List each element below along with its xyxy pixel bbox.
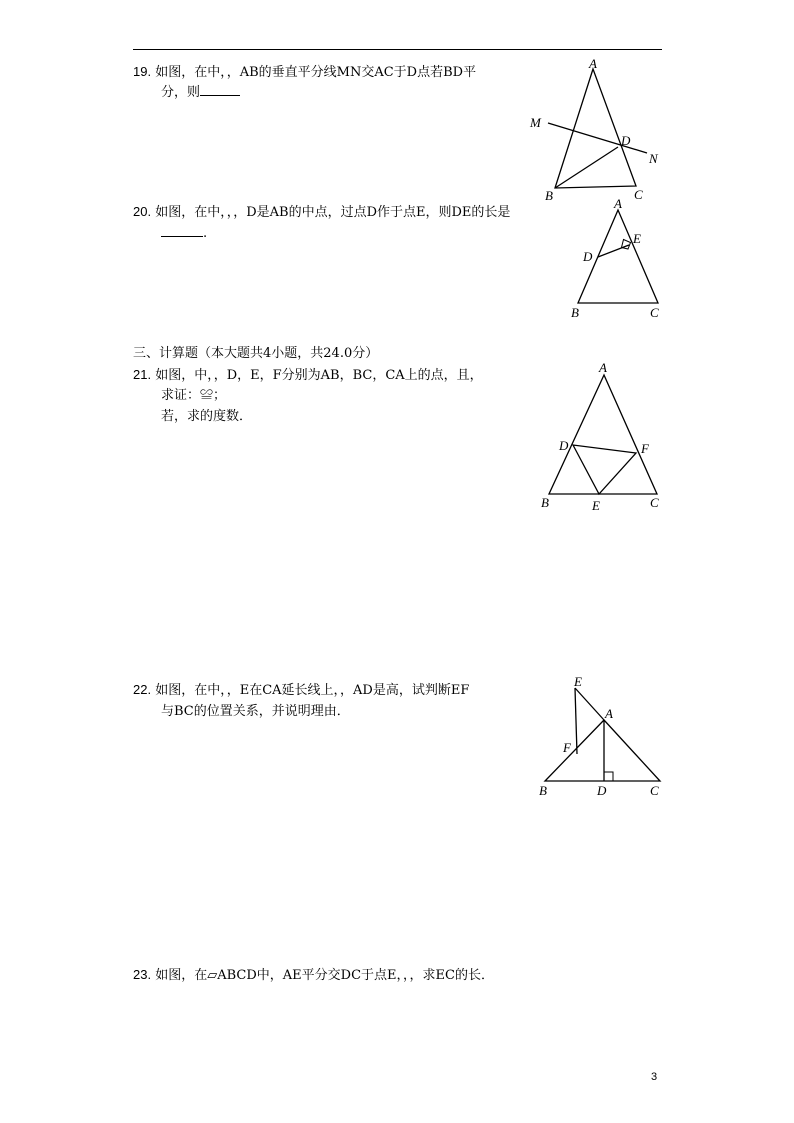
question-19-line2 bbox=[161, 82, 240, 103]
triangle-def bbox=[573, 445, 636, 494]
figure-22-triangle bbox=[530, 670, 670, 805]
label-b: B bbox=[539, 783, 547, 798]
question-text-line2: 分，则 bbox=[161, 85, 201, 100]
label-a: A bbox=[599, 360, 607, 375]
label-f: F bbox=[563, 740, 571, 755]
answer-blank bbox=[200, 83, 240, 96]
label-d: D bbox=[597, 783, 607, 798]
label-a: A bbox=[605, 706, 613, 721]
label-a: A bbox=[614, 196, 622, 211]
page-number: 3 bbox=[651, 1071, 658, 1083]
question-number: 21. bbox=[133, 367, 152, 382]
extension-ae bbox=[575, 688, 604, 720]
question-number: 23. bbox=[133, 967, 152, 982]
label-d: D bbox=[621, 133, 631, 148]
question-number: 20. bbox=[133, 204, 152, 219]
question-text-line1: 如图，中，，D，E，F分别为AB，BC，CA上的点，且， bbox=[155, 368, 483, 383]
question-22-line2: 与BC的位置关系，并说明理由． bbox=[161, 704, 350, 719]
label-d: D bbox=[583, 249, 593, 264]
label-e: E bbox=[574, 674, 582, 689]
question-21-line2: 求证：≌； bbox=[161, 388, 227, 403]
question-21-line3: 若，求的度数． bbox=[161, 409, 253, 424]
question-22 bbox=[133, 679, 469, 701]
label-a: A bbox=[589, 56, 597, 71]
label-e: E bbox=[592, 498, 600, 513]
figure-19-triangle bbox=[520, 55, 670, 205]
label-b: B bbox=[545, 188, 553, 203]
header-rule bbox=[133, 49, 662, 50]
label-e: E bbox=[633, 231, 641, 246]
label-c: C bbox=[650, 305, 659, 320]
figure-21-triangle bbox=[530, 355, 670, 515]
label-m: M bbox=[530, 115, 541, 130]
label-b: B bbox=[571, 305, 579, 320]
triangle-abc bbox=[549, 375, 657, 494]
label-f: F bbox=[641, 441, 649, 456]
segment-ef bbox=[575, 688, 577, 754]
question-text-line1: 如图，在中，，AB的垂直平分线MN交AC于D点若BD平 bbox=[155, 65, 477, 80]
label-c: C bbox=[650, 783, 659, 798]
answer-blank bbox=[161, 224, 203, 237]
question-20 bbox=[133, 201, 510, 223]
right-angle-marker bbox=[604, 772, 613, 781]
section-heading: 三、计算题（本大题共4小题，共24.0分） bbox=[133, 346, 379, 361]
figure-20-triangle bbox=[560, 195, 670, 325]
right-angle-marker bbox=[622, 240, 631, 250]
label-b: B bbox=[541, 495, 549, 510]
question-text-line1: 如图，在▱ABCD中，AE平分交DC于点E，，，求EC的长． bbox=[155, 968, 494, 983]
question-19 bbox=[133, 61, 476, 83]
question-23 bbox=[133, 964, 494, 986]
segment-bd bbox=[555, 147, 618, 188]
question-20-line2 bbox=[161, 223, 207, 244]
question-number: 22. bbox=[133, 682, 152, 697]
label-d: D bbox=[559, 438, 569, 453]
label-c: C bbox=[634, 187, 643, 202]
label-c: C bbox=[650, 495, 659, 510]
question-number: 19. bbox=[133, 64, 152, 79]
question-text-line2-end: . bbox=[203, 226, 208, 241]
perpendicular-bisector-mn bbox=[548, 123, 647, 153]
question-text-line1: 如图，在中，，，D是AB的中点，过点D作于点E，则DE的长是 bbox=[155, 205, 511, 220]
question-text-line1: 如图，在中，，E在CA延长线上，，AD是高，试判断EF bbox=[155, 683, 470, 698]
label-n: N bbox=[649, 151, 658, 166]
question-21 bbox=[133, 364, 483, 386]
